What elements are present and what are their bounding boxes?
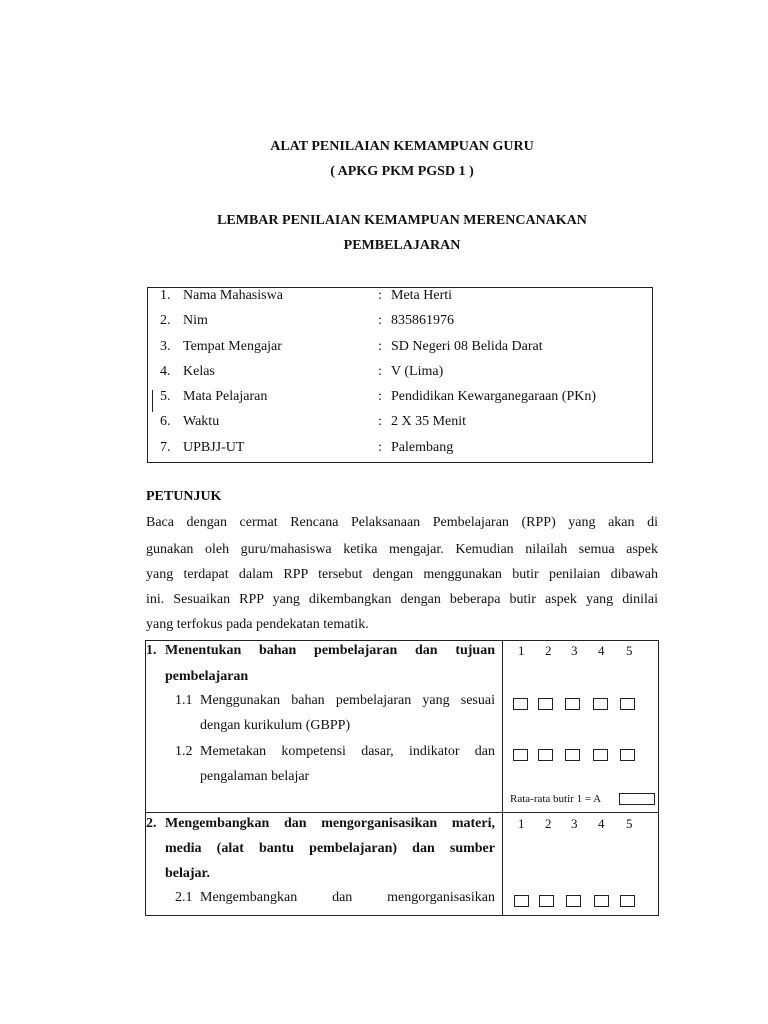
info-label: Waktu xyxy=(183,414,220,429)
info-row-nim xyxy=(148,313,652,333)
table-border-top xyxy=(145,640,659,641)
info-value: 835861976 xyxy=(391,313,454,328)
info-label: UPBJJ-UT xyxy=(183,440,245,455)
info-value: V (Lima) xyxy=(391,364,444,379)
section-number: 2. xyxy=(146,816,157,831)
form-title: ALAT PENILAIAN KEMAMPUAN GURU xyxy=(270,139,534,154)
table-border-right xyxy=(658,640,659,916)
section-title: Menentukan bahan pembelajaran dan tujuan xyxy=(165,643,495,658)
score-checkbox[interactable] xyxy=(565,749,580,761)
table-border-left xyxy=(145,640,146,916)
info-colon: : xyxy=(378,414,382,429)
sheet-title: LEMBAR PENILAIAN KEMAMPUAN MERENCANAKAN xyxy=(217,213,587,228)
average-label: Rata-rata butir 1 = A xyxy=(510,793,602,805)
score-checkbox[interactable] xyxy=(593,698,608,710)
info-num: 4. xyxy=(160,364,171,379)
info-value: 2 X 35 Menit xyxy=(391,414,467,429)
info-num: 7. xyxy=(160,440,171,455)
section-title: Mengembangkan dan mengorganisasikan materi, xyxy=(165,816,495,831)
score-checkbox[interactable] xyxy=(566,895,581,907)
score-checkbox[interactable] xyxy=(539,895,554,907)
info-row-time xyxy=(148,414,652,434)
instructions-line: yang terdapat dalam RPP tersebut dengan menggunakan butir penilaian dibawah xyxy=(146,567,658,582)
score-checkbox[interactable] xyxy=(593,749,608,761)
score-checkbox[interactable] xyxy=(538,698,553,710)
info-num: 6. xyxy=(160,414,171,429)
score-label: 1 xyxy=(518,816,525,831)
info-label: Kelas xyxy=(183,364,215,379)
table-row-divider xyxy=(145,812,659,813)
score-label: 3 xyxy=(571,816,578,831)
sheet-title-cont: PEMBELAJARAN xyxy=(343,238,461,253)
item-text: Mengembangkan dan mengorganisasikan xyxy=(200,890,495,905)
item-number: 1.1 xyxy=(175,693,193,708)
section-title-cont: media (alat bantu pembelajaran) dan sumber xyxy=(165,841,495,856)
item-text-cont: pengalaman belajar xyxy=(200,769,310,784)
section-title-cont: belajar. xyxy=(165,866,210,881)
average-input-box[interactable] xyxy=(619,793,655,805)
info-value: SD Negeri 08 Belida Darat xyxy=(391,339,543,354)
score-label: 2 xyxy=(545,643,552,658)
info-value: Meta Herti xyxy=(391,288,453,303)
table-border-bottom xyxy=(145,915,659,916)
info-num: 1. xyxy=(160,288,171,303)
form-code: ( APKG PKM PGSD 1 ) xyxy=(330,164,474,179)
item-number: 2.1 xyxy=(175,890,193,905)
info-row-name xyxy=(148,288,652,308)
info-colon: : xyxy=(378,313,382,328)
info-value: Pendidikan Kewarganegaraan (PKn) xyxy=(391,389,597,404)
score-checkbox[interactable] xyxy=(565,698,580,710)
info-colon: : xyxy=(378,364,382,379)
score-label: 1 xyxy=(518,643,525,658)
info-value: Palembang xyxy=(391,440,454,455)
table-column-divider xyxy=(502,640,503,916)
info-row-subject xyxy=(148,389,652,409)
info-colon: : xyxy=(378,440,382,455)
score-label: 5 xyxy=(626,643,633,658)
info-label: Tempat Mengajar xyxy=(183,339,282,354)
instructions-line: yang terfokus pada pendekatan tematik. xyxy=(146,617,369,632)
item-text: Menggunakan bahan pembelajaran yang sesuai xyxy=(200,693,495,708)
score-checkbox[interactable] xyxy=(514,895,529,907)
score-label: 3 xyxy=(571,643,578,658)
info-colon: : xyxy=(378,288,382,303)
instructions-heading: PETUNJUK xyxy=(146,489,222,504)
info-row-school xyxy=(148,339,652,359)
info-row-class xyxy=(148,364,652,384)
section-number: 1. xyxy=(146,643,157,658)
score-label: 2 xyxy=(545,816,552,831)
score-checkbox[interactable] xyxy=(620,895,635,907)
score-label: 4 xyxy=(598,816,605,831)
info-label: Mata Pelajaran xyxy=(183,389,268,404)
item-text-cont: dengan kurikulum (GBPP) xyxy=(200,718,351,733)
info-colon: : xyxy=(378,389,382,404)
info-colon: : xyxy=(378,339,382,354)
score-checkbox[interactable] xyxy=(513,698,528,710)
instructions-line: Baca dengan cermat Rencana Pelaksanaan Pembelajaran (RPP) yang akan di xyxy=(146,515,658,530)
score-label: 4 xyxy=(598,643,605,658)
instructions-line: gunakan oleh guru/mahasiswa ketika mengajar. Kemudian nilailah semua aspek xyxy=(146,542,658,557)
info-label: Nama Mahasiswa xyxy=(183,288,283,303)
score-checkbox[interactable] xyxy=(513,749,528,761)
info-num: 2. xyxy=(160,313,171,328)
score-label: 5 xyxy=(626,816,633,831)
info-row-upbjj xyxy=(148,440,652,460)
item-text: Memetakan kompetensi dasar, indikator dan xyxy=(200,744,495,759)
score-checkbox[interactable] xyxy=(538,749,553,761)
score-checkbox[interactable] xyxy=(620,749,635,761)
info-num: 3. xyxy=(160,339,171,354)
info-num: 5. xyxy=(160,389,171,404)
info-label: Nim xyxy=(183,313,208,328)
instructions-line: ini. Sesuaikan RPP yang dikembangkan dengan beberapa butir aspek yang dinilai xyxy=(146,592,658,607)
score-checkbox[interactable] xyxy=(620,698,635,710)
student-info-box xyxy=(147,287,653,463)
section-title-cont: pembelajaran xyxy=(165,669,249,684)
item-number: 1.2 xyxy=(175,744,193,759)
score-checkbox[interactable] xyxy=(594,895,609,907)
